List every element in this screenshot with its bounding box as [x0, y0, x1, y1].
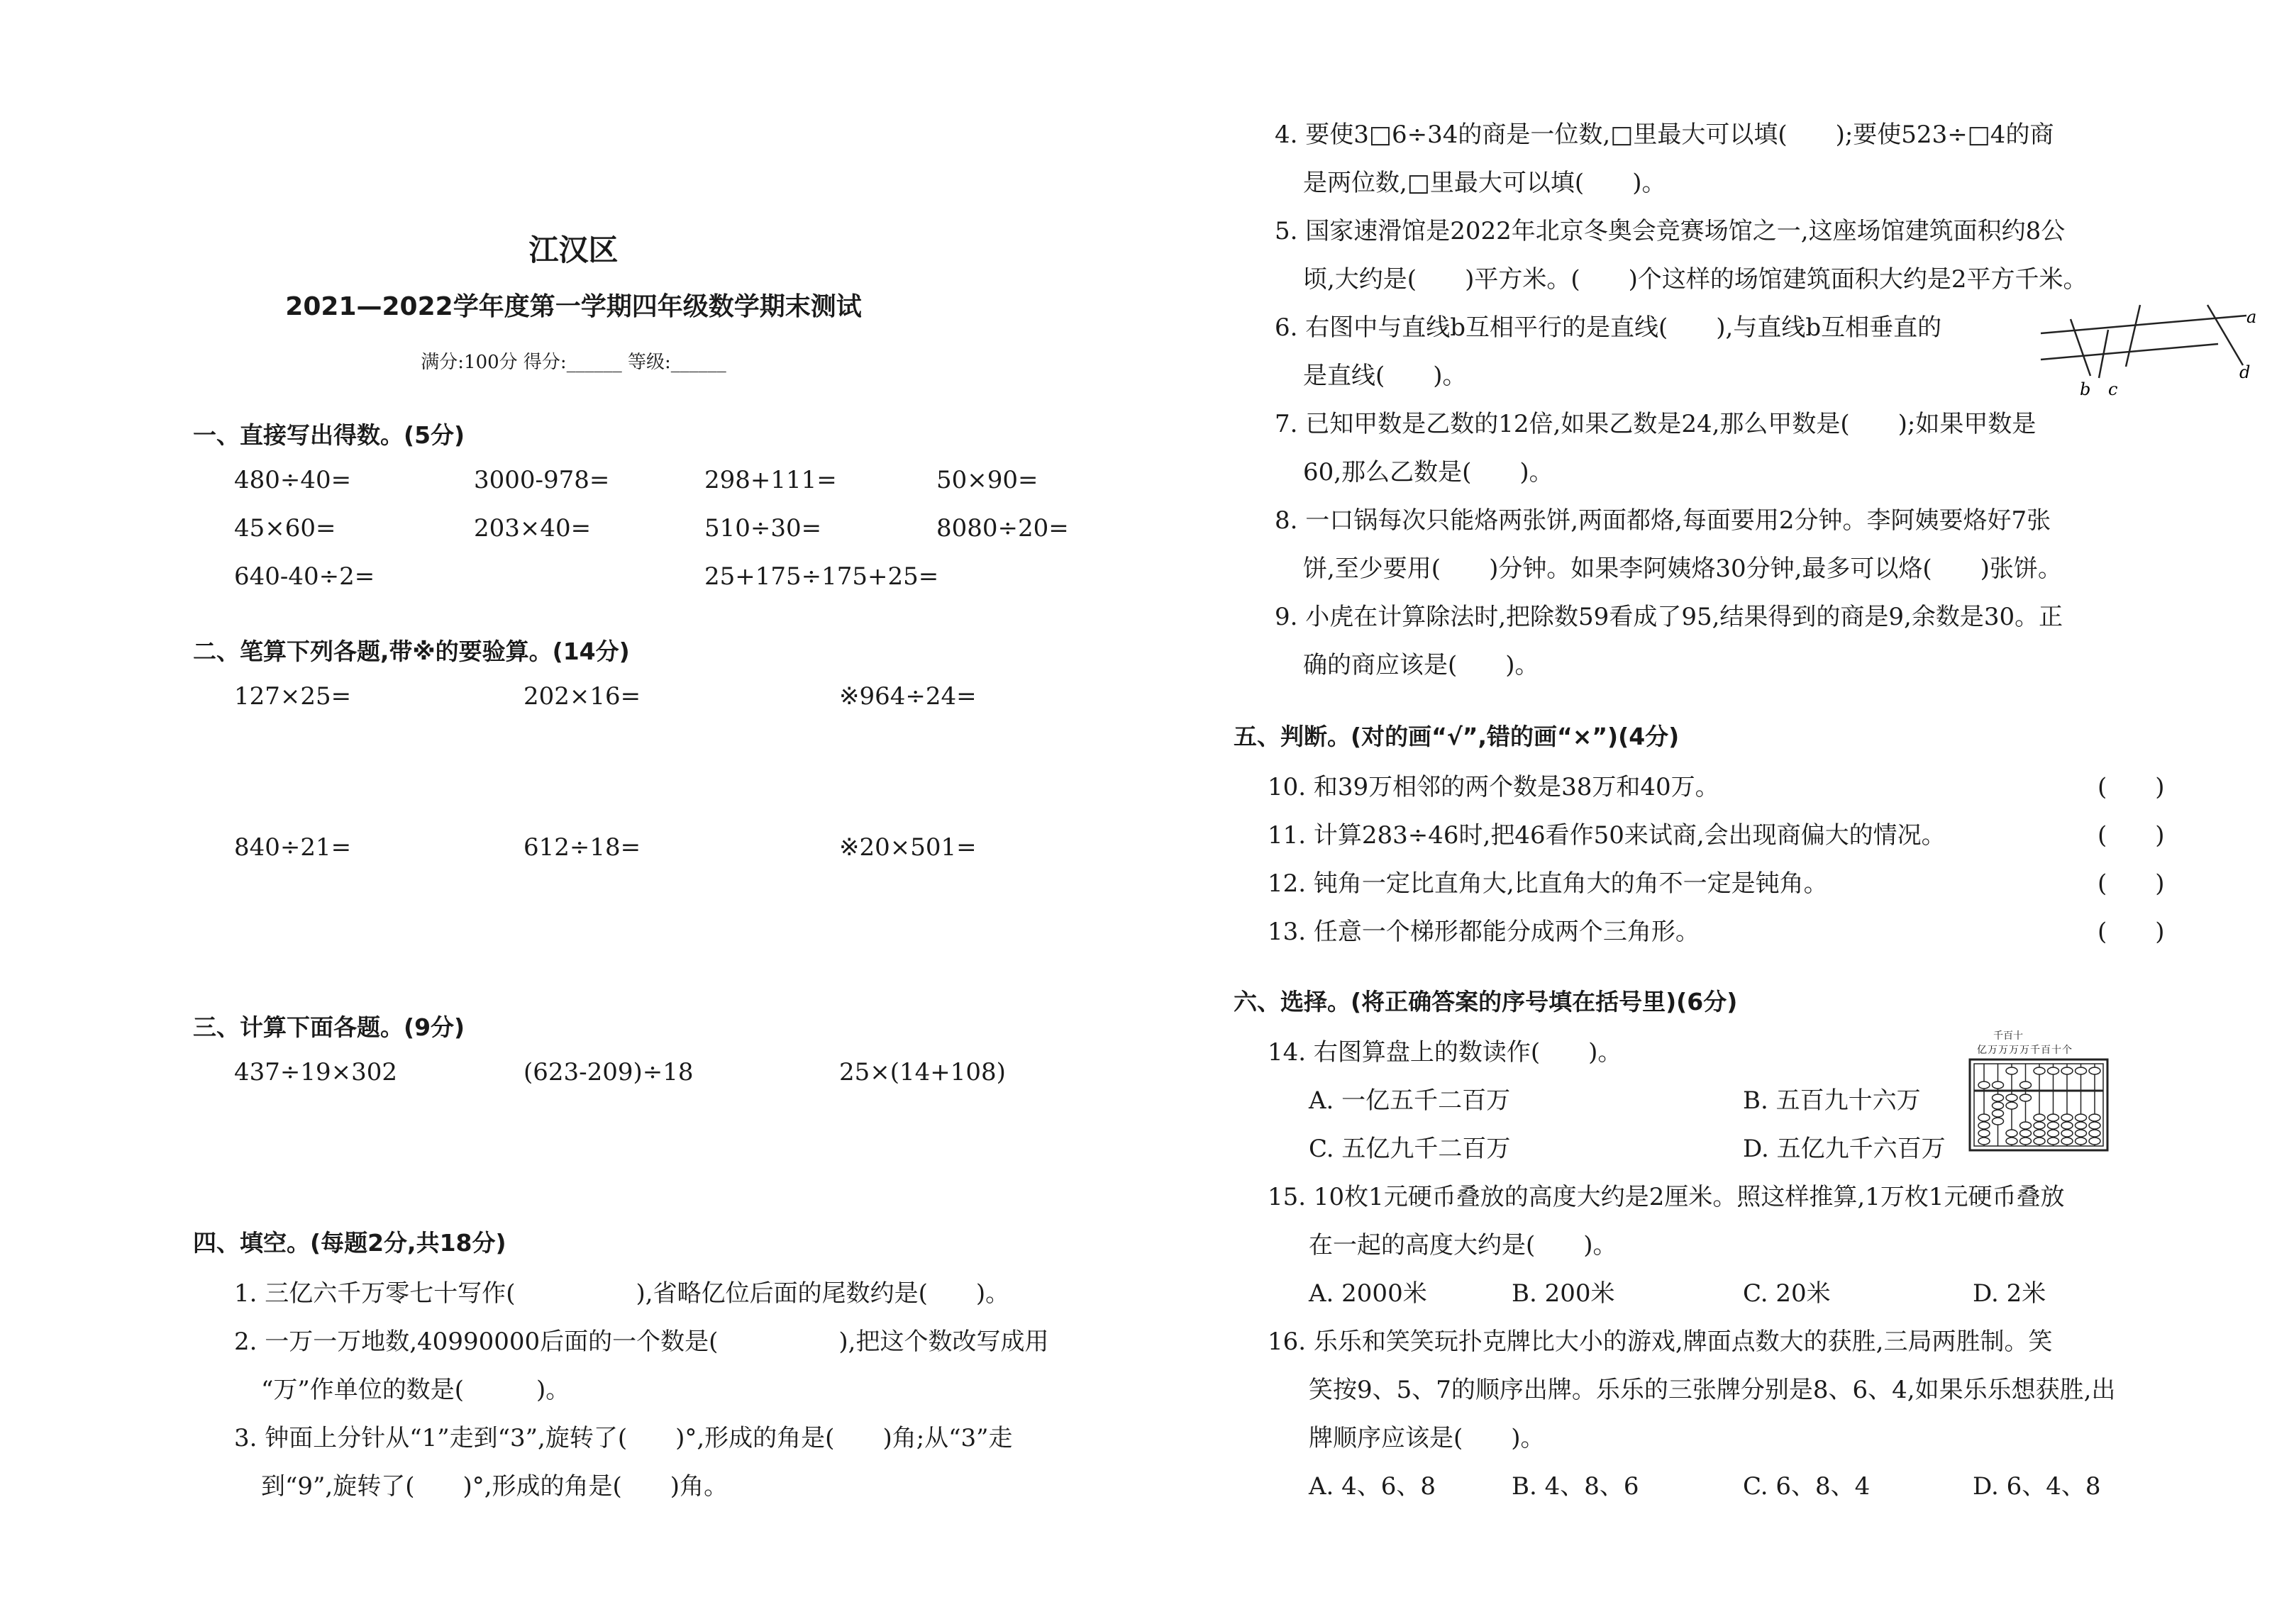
oral-item: 50×90=	[936, 466, 1038, 494]
fill-line: 5. 国家速滑馆是2022年北京冬奥会竞赛场馆之一,这座场馆建筑面积约8公	[1275, 217, 2066, 245]
abacus-bead	[2076, 1122, 2087, 1129]
choice-option: B. 200米	[1512, 1279, 1615, 1308]
answer-paren: ( )	[2098, 821, 2165, 850]
choice-option: D. 6、4、8	[1973, 1472, 2101, 1501]
abacus-bead	[2076, 1130, 2087, 1137]
abacus-bead	[2006, 1094, 2017, 1101]
fill-line: 1. 三亿六千万零七十写作( ),省略亿位后面的尾数约是( )。	[234, 1279, 1010, 1308]
oral-item: 3000-978=	[474, 466, 610, 494]
abacus-bead	[2089, 1067, 2100, 1074]
abacus-bead	[2048, 1138, 2059, 1145]
abacus-bead	[2076, 1067, 2087, 1074]
abacus-bead	[2048, 1067, 2059, 1074]
fill-line: 60,那么乙数是( )。	[1303, 458, 1553, 486]
abacus-bead	[2089, 1130, 2100, 1137]
abacus-bead	[2034, 1067, 2045, 1074]
section-5-title: 五、判断。(对的画“√”,错的画“×”)(4分)	[1234, 723, 1680, 750]
abacus-bead	[2034, 1122, 2045, 1129]
abacus-bead	[1978, 1130, 1990, 1137]
choice-option: A. 4、6、8	[1309, 1472, 1436, 1501]
abacus-bead	[2048, 1130, 2059, 1137]
section-1-title: 一、直接写出得数。(5分)	[193, 421, 465, 449]
label-b: b	[2080, 379, 2091, 399]
label-a: a	[2246, 307, 2257, 327]
abacus-bead	[2048, 1114, 2059, 1121]
oral-item: 203×40=	[474, 514, 592, 543]
written-item: ※20×501=	[839, 833, 977, 862]
abacus-bead	[2020, 1138, 2032, 1145]
choice-option: C. 五亿九千二百万	[1309, 1135, 1511, 1163]
oral-item: 298+111=	[704, 466, 837, 494]
abacus-bead	[2006, 1067, 2017, 1074]
choice-question: 16. 乐乐和笑笑玩扑克牌比大小的游戏,牌面点数大的获胜,三局两胜制。笑	[1268, 1328, 2053, 1356]
abacus-bead	[1993, 1081, 2004, 1089]
choice-question: 14. 右图算盘上的数读作( )。	[1268, 1038, 1622, 1067]
abacus-bead	[2076, 1138, 2087, 1145]
abacus-bead	[2076, 1114, 2087, 1121]
written-item: 612÷18=	[523, 833, 641, 862]
oral-item: 510÷30=	[704, 514, 822, 543]
abacus-bead	[2061, 1122, 2073, 1129]
written-item: 202×16=	[523, 682, 641, 711]
calc-item: 25×(14+108)	[839, 1058, 1006, 1086]
calc-item: (623-209)÷18	[523, 1058, 694, 1086]
section-3-title: 三、计算下面各题。(9分)	[193, 1013, 465, 1041]
calc-item: 437÷19×302	[234, 1058, 398, 1086]
choice-question: 牌顺序应该是( )。	[1309, 1424, 1545, 1452]
abacus-bead	[1978, 1114, 1990, 1121]
choice-option: C. 20米	[1743, 1279, 1831, 1308]
abacus-bead	[1978, 1138, 1990, 1145]
lines-figure	[2041, 301, 2257, 399]
judge-item: 12. 钝角一定比直角大,比直角大的角不一定是钝角。	[1268, 869, 1828, 898]
answer-paren: ( )	[2098, 869, 2165, 898]
oral-item: 480÷40=	[234, 466, 352, 494]
label-d: d	[2239, 362, 2251, 382]
section-6-title: 六、选择。(将正确答案的序号填在括号里)(6分)	[1234, 988, 1738, 1016]
choice-option: C. 6、8、4	[1743, 1472, 1871, 1501]
fill-line: 到“9”,旋转了( )°,形成的角是( )角。	[261, 1472, 728, 1501]
fill-line: 顷,大约是( )平方米。( )个这样的场馆建筑面积大约是2平方千米。	[1303, 265, 2088, 294]
section-4-title: 四、填空。(每题2分,共18分)	[193, 1229, 506, 1257]
fill-line: 是两位数,□里最大可以填( )。	[1303, 169, 1666, 197]
fill-line: 饼,至少要用( )分钟。如果李阿姨烙30分钟,最多可以烙( )张饼。	[1303, 555, 2062, 583]
abacus-bead	[2089, 1114, 2100, 1121]
line-d	[2207, 305, 2243, 365]
oral-item: 45×60=	[234, 514, 336, 543]
choice-question: 笑按9、5、7的顺序出牌。乐乐的三张牌分别是8、6、4,如果乐乐想获胜,出	[1309, 1376, 2116, 1404]
choice-option: B. 4、8、6	[1512, 1472, 1639, 1501]
abacus-bead	[2020, 1094, 2032, 1101]
fill-line: 3. 钟面上分针从“1”走到“3”,旋转了( )°,形成的角是( )角;从“3”走	[234, 1424, 1013, 1452]
abacus-bead	[1993, 1094, 2004, 1101]
line-unlabeled-2	[2126, 305, 2140, 367]
judge-item: 13. 任意一个梯形都能分成两个三角形。	[1268, 918, 1700, 946]
answer-paren: ( )	[2098, 918, 2165, 946]
written-item: 840÷21=	[234, 833, 352, 862]
written-item: 127×25=	[234, 682, 352, 711]
abacus-bead	[2020, 1081, 2032, 1089]
abacus-bead	[2048, 1122, 2059, 1129]
fill-line: “万”作单位的数是( )。	[261, 1376, 570, 1404]
abacus-bead	[2006, 1102, 2017, 1109]
abacus-bead	[2006, 1138, 2017, 1145]
fill-line: 是直线( )。	[1303, 362, 1467, 390]
score-info: 满分:100分 得分:______ 等级:______	[421, 352, 726, 373]
abacus-bead	[2061, 1130, 2073, 1137]
right-page	[1147, 0, 2294, 1624]
abacus-bead	[2034, 1114, 2045, 1121]
fill-line: 6. 右图中与直线b互相平行的是直线( ),与直线b互相垂直的	[1275, 313, 1942, 342]
abacus-bead	[2034, 1138, 2045, 1145]
line-b	[2071, 319, 2090, 376]
fill-line: 2. 一万一万地数,40990000后面的一个数是( ),把这个数改写成用	[234, 1328, 1049, 1356]
abacus-bead	[2020, 1130, 2032, 1137]
label-c: c	[2108, 379, 2118, 399]
abacus-bottom-label: 亿万万万万千百十个	[1977, 1045, 2073, 1056]
abacus-bead	[1993, 1110, 2004, 1117]
fill-line: 9. 小虎在计算除法时,把除数59看成了95,结果得到的商是9,余数是30。正	[1275, 603, 2063, 631]
abacus-bead	[1993, 1118, 2004, 1125]
section-2-title: 二、笔算下列各题,带※的要验算。(14分)	[193, 638, 630, 665]
abacus-bead	[1978, 1081, 1990, 1089]
abacus-bead	[2020, 1122, 2032, 1129]
fill-line: 8. 一口锅每次只能烙两张饼,两面都烙,每面要用2分钟。李阿姨要烙好7张	[1275, 506, 2051, 535]
abacus-bead	[1993, 1102, 2004, 1109]
choice-question: 在一起的高度大约是( )。	[1309, 1231, 1617, 1259]
abacus-bead	[2006, 1130, 2017, 1137]
abacus-bead	[2089, 1122, 2100, 1129]
abacus-bead	[2061, 1138, 2073, 1145]
oral-item: 640-40÷2=	[234, 562, 375, 591]
answer-paren: ( )	[2098, 773, 2165, 801]
exam-title: 2021—2022学年度第一学期四年级数学期末测试	[285, 292, 862, 321]
abacus-bead	[2034, 1130, 2045, 1137]
judge-item: 10. 和39万相邻的两个数是38万和40万。	[1268, 773, 1719, 801]
choice-option: D. 2米	[1973, 1279, 2046, 1308]
abacus-top-label: 千百十	[1993, 1030, 2023, 1042]
fill-line: 确的商应该是( )。	[1303, 651, 1539, 679]
district-title: 江汉区	[528, 233, 619, 267]
oral-item: 8080÷20=	[936, 514, 1069, 543]
written-item: ※964÷24=	[839, 682, 977, 711]
choice-option: B. 五百九十六万	[1743, 1086, 1921, 1115]
choice-option: D. 五亿九千六百万	[1743, 1135, 1946, 1163]
choice-option: A. 一亿五千二百万	[1309, 1086, 1511, 1115]
abacus-bead	[2061, 1114, 2073, 1121]
abacus-bead	[1978, 1122, 1990, 1129]
judge-item: 11. 计算283÷46时,把46看作50来试商,会出现商偏大的情况。	[1268, 821, 1946, 850]
choice-question: 15. 10枚1元硬币叠放的高度大约是2厘米。照这样推算,1万枚1元硬币叠放	[1268, 1183, 2065, 1211]
fill-line: 4. 要使3□6÷34的商是一位数,□里最大可以填( );要使523÷□4的商	[1275, 121, 2054, 149]
fill-line: 7. 已知甲数是乙数的12倍,如果乙数是24,那么甲数是( );如果甲数是	[1275, 410, 2037, 438]
abacus-bead	[2061, 1067, 2073, 1074]
abacus-bead	[2089, 1138, 2100, 1145]
oral-item: 25+175÷175+25=	[704, 562, 939, 591]
choice-option: A. 2000米	[1309, 1279, 1427, 1308]
abacus-figure	[1968, 1058, 2110, 1154]
